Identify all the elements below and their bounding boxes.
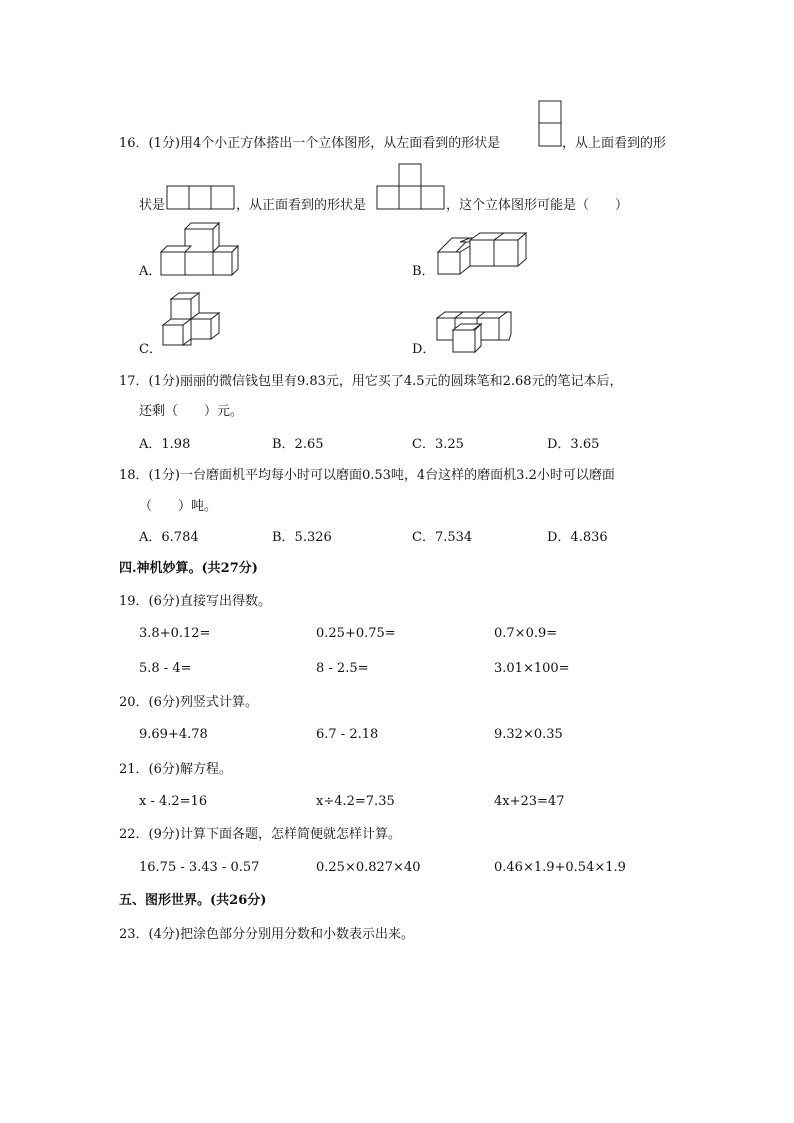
q17-option-d[interactable]: D．3.65 xyxy=(547,437,600,452)
section-4-heading: 四.神机妙算。(共27分) xyxy=(119,561,258,576)
left-view-figure xyxy=(538,100,562,148)
option-b-cube-figure[interactable] xyxy=(437,232,529,276)
q16-option-d-label[interactable]: D． xyxy=(412,342,436,357)
q18-line1: 18．(1分)一台磨面机平均每小时可以磨面0.53吨，4台这样的磨面机3.2小时可以磨面 xyxy=(119,468,615,483)
q18-option-b[interactable]: B．5.326 xyxy=(272,530,332,545)
q22-item: 16.75 - 3.43 - 0.57 xyxy=(139,860,260,875)
top-view-figure xyxy=(166,185,236,211)
q16-line2-tail: ，这个立体图形可能是（ ） xyxy=(446,198,629,213)
q19-item: 3.8+0.12= xyxy=(139,626,211,641)
q16-option-a-label[interactable]: A． xyxy=(139,264,162,279)
q19-item: 0.7×0.9= xyxy=(494,626,558,641)
q19-item: 0.25+0.75= xyxy=(316,626,396,641)
q21-item: 4x+23=47 xyxy=(494,794,565,809)
front-view-figure xyxy=(376,163,446,211)
q16-line1-text: 16．(1分)用4个小正方体搭出一个立体图形，从左面看到的形状是 xyxy=(119,136,501,151)
q22-item: 0.46×1.9+0.54×1.9 xyxy=(494,860,626,875)
q19-item: 5.8 - 4= xyxy=(139,661,192,676)
q22-item: 0.25×0.827×40 xyxy=(316,860,421,875)
q21-item: x - 4.2=16 xyxy=(139,794,208,809)
q20-item: 9.69+4.78 xyxy=(139,727,208,742)
q17-line1: 17．(1分)丽丽的微信钱包里有9.83元，用它买了4.5元的圆珠笔和2.68元的笔记本后， xyxy=(119,374,623,389)
q20-item: 6.7 - 2.18 xyxy=(316,727,379,742)
q19-title: 19．(6分)直接写出得数。 xyxy=(119,594,271,609)
q19-item: 8 - 2.5= xyxy=(316,661,369,676)
q17-option-b[interactable]: B．2.65 xyxy=(272,437,324,452)
option-c-cube-figure[interactable] xyxy=(160,292,224,356)
q23-title: 23．(4分)把涂色部分分别用分数和小数表示出来。 xyxy=(119,927,414,942)
q18-option-a[interactable]: A．6.784 xyxy=(139,530,199,545)
q18-option-d[interactable]: D．4.836 xyxy=(547,530,608,545)
section-5-heading: 五、图形世界。(共26分) xyxy=(119,893,267,908)
q18-option-c[interactable]: C．7.534 xyxy=(412,530,473,545)
q22-title: 22．(9分)计算下面各题，怎样简便就怎样计算。 xyxy=(119,827,401,842)
q17-option-c[interactable]: C．3.25 xyxy=(412,437,464,452)
q16-line1-tail: ，从上面看到的形 xyxy=(562,136,667,151)
q16-line2-mid: ，从正面看到的形状是 xyxy=(236,198,367,213)
q17-line2: 还剩（ ）元。 xyxy=(139,404,244,419)
q20-title: 20．(6分)列竖式计算。 xyxy=(119,695,258,710)
q16-option-c-label[interactable]: C． xyxy=(139,342,162,357)
q16-line2-prefix: 状是 xyxy=(139,198,166,213)
q18-line2: （ ）吨。 xyxy=(139,499,218,514)
q21-title: 21．(6分)解方程。 xyxy=(119,762,232,777)
q21-item: x÷4.2=7.35 xyxy=(316,794,395,809)
option-d-cube-figure[interactable] xyxy=(436,310,516,356)
option-a-cube-figure[interactable] xyxy=(160,222,240,278)
q19-item: 3.01×100= xyxy=(494,661,570,676)
q17-option-a[interactable]: A．1.98 xyxy=(139,437,191,452)
q20-item: 9.32×0.35 xyxy=(494,727,563,742)
q16-option-b-label[interactable]: B． xyxy=(412,264,435,279)
